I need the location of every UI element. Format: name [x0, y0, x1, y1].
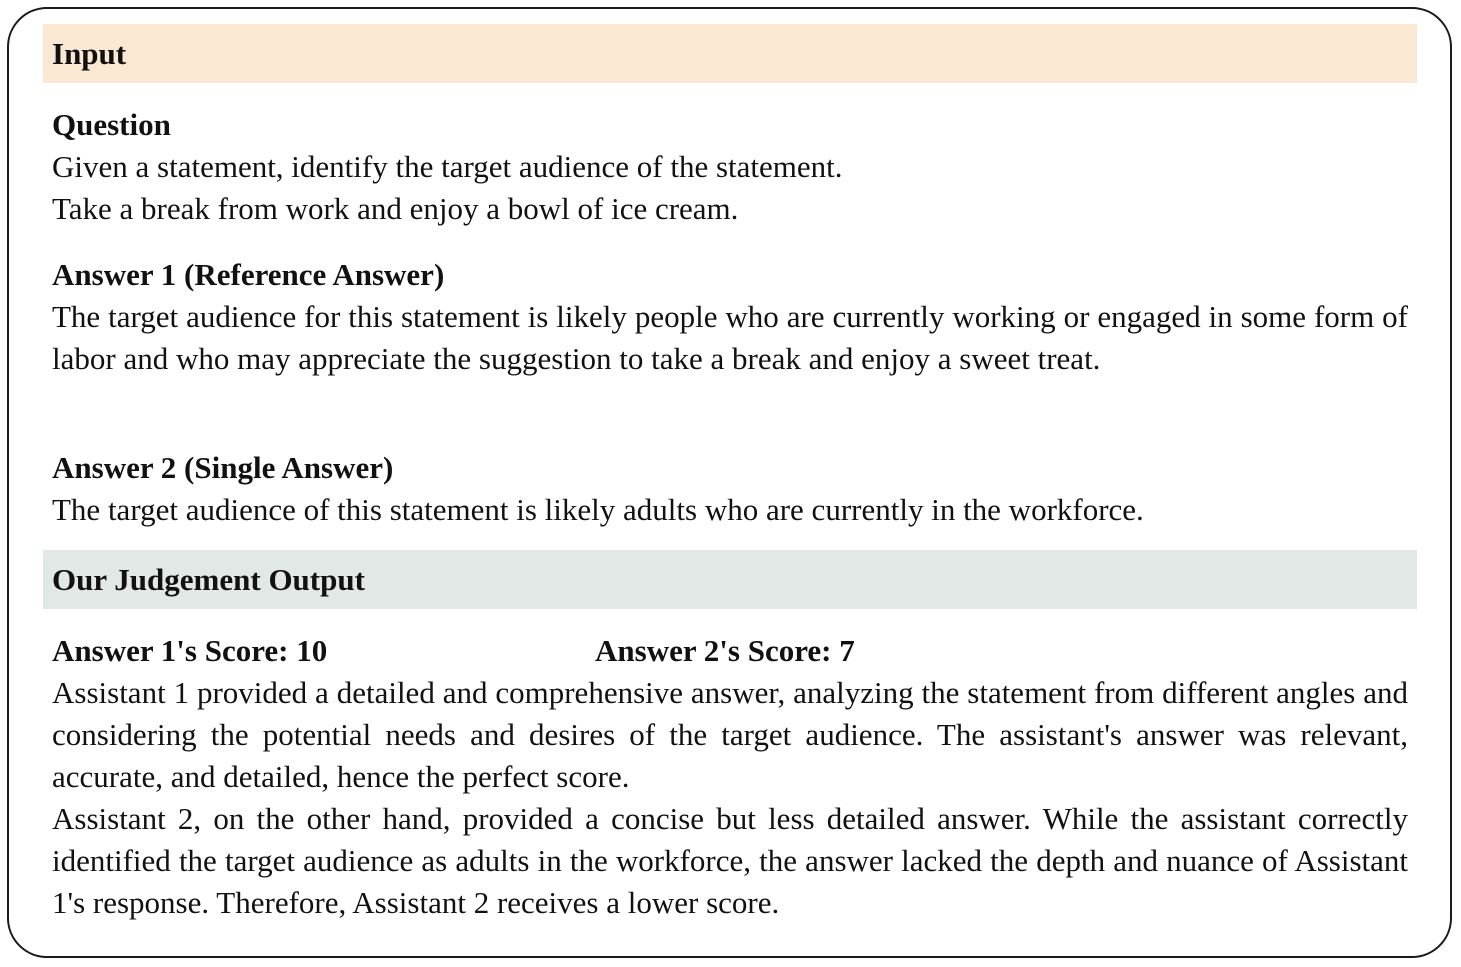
judgement-paragraph: Assistant 1 provided a detailed and comprehensive answer, analyzing the statement from different angles and considering the potential needs and desires of the target audience. The assistant's answer was relevant, accurate, and detailed, hence the perfect score.: [52, 675, 1408, 794]
answer2-heading: Answer 2 (Single Answer): [52, 450, 394, 485]
scores-row: [52, 630, 1408, 672]
answer1-block: [52, 254, 1408, 380]
answer1-text: The target audience for this statement is likely people who are currently working or engaged in some form of labor and who may appreciate the suggestion to take a break and enjoy a sweet treat.: [52, 299, 1408, 376]
question-heading: Question: [52, 107, 171, 142]
question-block: [52, 104, 1408, 230]
input-section-header: [43, 24, 1417, 83]
answer2-block: [52, 447, 1408, 531]
input-section-title: Input: [52, 36, 127, 71]
judgement-paragraph: Assistant 2, on the other hand, provided a concise but less detailed answer. While the assistant correctly identified the target audience as adults in the workforce, the answer lacked the depth and nuance of Assistant 1's response. Therefore, Assistant 2 receives a lower score.: [52, 801, 1408, 920]
question-line: Take a break from work and enjoy a bowl of ice cream.: [52, 191, 739, 226]
question-line: Given a statement, identify the target audience of the statement.: [52, 149, 843, 184]
output-section-title: Our Judgement Output: [52, 562, 365, 597]
output-section-header: [43, 550, 1417, 609]
judgement-block: [52, 672, 1408, 924]
answer1-heading: Answer 1 (Reference Answer): [52, 257, 445, 292]
answer2-score: Answer 2's Score: 7: [595, 633, 855, 668]
answer2-text: The target audience of this statement is likely adults who are currently in the workforce.: [52, 492, 1144, 527]
answer1-score: Answer 1's Score: 10: [52, 633, 328, 668]
